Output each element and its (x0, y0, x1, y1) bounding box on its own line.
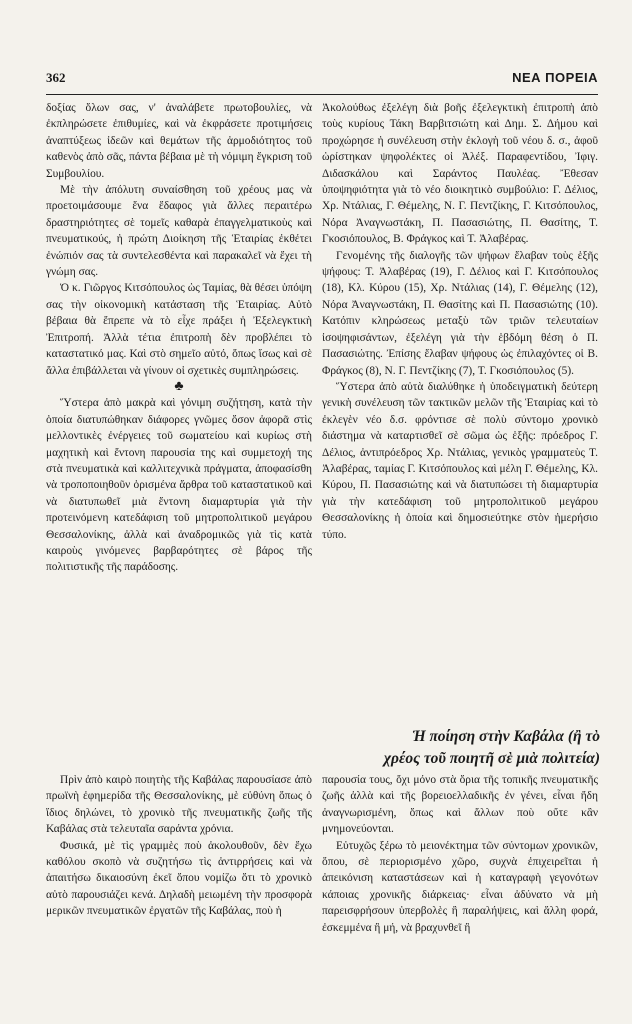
page-header (46, 70, 598, 90)
article-right-column (322, 772, 598, 936)
paragraph: Φυσικά, μὲ τὶς γραμμὲς ποὺ ἀκολουθοῦν, δὲν ἔχω καθόλου σκοπὸ νὰ συζητήσω τὶς ἀντιρρήσεις καὶ νὰ ἀπαιτήσω δικαιοσύνη ἐκεῖ ὅπου νομίζω ὅτι τὸ χρονικὸ αὐτὸ παρουσιάζει κενά. Δηλαδὴ μειωμένη τὴν προσφορὰ μερικῶν πνευματικῶν ἐργατῶν τῆς Καβάλας, ποὺ ἡ (46, 839, 312, 918)
paragraph: Εὐτυχῶς ξέρω τὸ μειονέκτημα τῶν σύντομων χρονικῶν, ὅπου, σὲ περιορισμένο χῶρο, συχνὰ ἐπιχειρεῖται ἡ ἀπεικόνιση καταστάσεων καὶ ἡ καταγραφὴ γεγονότων κάποιας χρονικῆς διάρκειας· εἶναι ἀδύνατο νὰ μὴ παρεισφρήσουν ὑπερβολὲς ἢ παραλήψεις, καὶ ἄλλη φορά, ἐσκεμμένα ἢ μή, νὰ βραχυνθεῖ ἢ (322, 839, 598, 934)
article-title (300, 726, 600, 770)
article-title-line: χρέος τοῦ ποιητῆ σὲ μιὰ πολιτεία) (383, 750, 600, 767)
paragraph: Μὲ τὴν ἀπόλυτη συναίσθηση τοῦ χρέους μας νὰ προετοιμάσουμε ἕνα ἔδαφος γιὰ ἄλλες περαιτέρω δραστηριότητες σὲ τομεῖς καθαρὰ ἐπαγγελματικοὺς καὶ πνευματικούς, ἡ πρώτη Διοίκηση τῆς Ἑταιρίας ἐκθέτει ἐνώπιόν σας τὰ συντελεσθέντα καὶ παρακαλεῖ νὰ ἔχει τὴ γνώμη σας. (46, 184, 312, 279)
paragraph: Πρὶν ἀπὸ καιρὸ ποιητὴς τῆς Καβάλας παρουσίασε ἀπὸ πρωϊνὴ ἐφημερίδα τῆς Θεσσαλονίκης, μὲ εὐθύνη ὅπως ὁ ἴδιος δηλώνει, τὸ χρονικὸ τῆς πνευματικῆς ζωῆς τῆς Καβάλας στὰ τελευταῖα σαράντα χρόνια. (46, 774, 312, 836)
paragraph: Ὕστερα ἀπὸ αὐτὰ διαλύθηκε ἡ ὑποδειγματικὴ δεύτερη γενικὴ συνέλευση τῶν τακτικῶν μελῶν τῆς Ἑταιρίας καὶ τὸ ἐκλεγὲν νέο δ.σ. φρόντισε σὲ πολὺ σύντομο χρονικὸ διάστημα νὰ καταρτισθεῖ σὲ σῶμα ὡς ἑξῆς: πρόεδρος Γ. Δέλιος, ἀντιπρόεδρος Χρ. Ντάλιας, γενικὸς γραμματεὺς Τ. Ἀλαβέρας, ταμίας Γ. Κιτσόπουλος καὶ μέλη Γ. Θέμελης, Κλ. Κύρου, Π. Πασασιώτης καὶ νὰ διατυπώσει τὴ διαμαρτυρία γιὰ τὴν κατεδάφιση τοῦ μητροπολιτικοῦ μεγάρου Θεσσαλονίκης ἡ ὁποία καὶ δημοσιεύτηκε στὸν ἡμερήσιο τύπο. (322, 380, 598, 541)
running-head: ΝΕΑ ΠΟΡΕΙΑ (512, 70, 598, 85)
paragraph: Γενομένης τῆς διαλογῆς τῶν ψήφων ἔλαβαν τοὺς ἑξῆς ψήφους: Τ. Ἀλαβέρας (19), Γ. Δέλιος καὶ Γ. Κιτσόπουλος (18), Κλ. Κύρου (15), Χρ. Ντάλιας (14), Γ. Θέμελης (12), Νόρα Ἀναγνωστάκη, Π. Θασίτης καὶ Π. Πασασιώτης (10). Κατόπιν κληρώσεως μεταξὺ τῶν τριῶν τελευταίων ἰσοψηφισάντων, ἐξελέγη γιὰ τὴν ἑβδόμη θέση ὁ Π. Πασασιώτης. Ἐπίσης ἔλαβαν ψήφους ὡς ἐπιλαχόντες οἱ Β. Φράγκος (8), Ν. Γ. Πεντζίκης (7), Τ. Γκοσιόπουλος (5). (322, 249, 598, 377)
article-left-column (46, 772, 312, 920)
section-ornament: ♣ (174, 378, 184, 394)
header-rule (46, 94, 598, 95)
paragraph: δοξίας ὅλων σας, ν' ἀναλάβετε πρωτοβουλίες, νὰ ἐκπληρώσετε ἐπιθυμίες, καὶ νὰ ἐκφράσετε προτιμήσεις ἀναπτύξεως ἰδεῶν καὶ θεμάτων τῆς ἁρμοδιότητος τοῦ καθενὸς ἀπὸ σᾶς, πάντα βέβαια μὲ τὴ νόμιμη ἔγκριση τοῦ Συμβουλίου. (46, 102, 312, 180)
page-number: 362 (46, 70, 66, 85)
paragraph: Ἀκολούθως ἐξελέγη διὰ βοῆς ἐξελεγκτικὴ ἐπιτροπὴ ἀπὸ τοὺς κυρίους Τάκη Βαρβιτσιώτη καὶ Δημ. Σ. Δήμου καὶ προχώρησε ἡ συνέλευση στὴν ἐκλογὴ τοῦ νέου δ. σ., ἀφοῦ ὡρίστηκαν ψηφολέκτες οἱ Ἀλέξ. Παραφεντίδου, Ἰφιγ. Διδασκάλου καὶ Σαράντος Παυλέας. Ἔθεσαν ὑποψηφιότητα γιὰ τὸ νέο διοικητικὸ συμβούλιο: Γ. Δέλιος, Χρ. Ντάλιας, Γ. Θέμελης, Ν. Γ. Πεντζίκης, Γ. Κιτσόπουλος, Νόρα Ἀναγνωστάκη, Π. Πασασιώτης, Π. Θασίτης, Τ. Γκοσιόπουλος, Β. Φράγκος καὶ Τ. Ἀλαβέρας. (322, 102, 598, 246)
paragraph: Ὁ κ. Γιῶργος Κιτσόπουλος ὡς Ταμίας, θὰ θέσει ὑπόψη σας τὴν οἰκονομικὴ κατάσταση τῆς Ἑταιρίας. Αὐτὸ βέβαια θὰ ἔπρεπε νὰ τὸ εἶχε πράξει ἡ Ἐξελεγκτικὴ Ἐπιτροπή. Ἀλλὰ τέτια ἐπιτροπὴ δὲν προβλέπει τὸ καταστατικό μας. Καὶ στὸ σημεῖο αὐτό, ὅπως ἴσως καὶ σὲ ἄλλα ἐπιβάλλεται νὰ γίνουν οἱ σχετικὲς συμπληρώσεις. (46, 282, 312, 377)
left-column (46, 100, 312, 576)
article-title-line: Ἡ ποίηση στὴν Καβάλα (ἢ τὸ (412, 728, 600, 745)
paragraph: Ὕστερα ἀπὸ μακρὰ καὶ γόνιμη συζήτηση, κατὰ τὴν ὁποία διατυπώθηκαν διάφορες γνῶμες ὅσον ἀφορᾶ στὶς μελλοντικὲς ἐνέργειες τοῦ σωματείου καὶ κυρίως στὴ μαχητικὴ καὶ ἔντονη παρουσία της καὶ συμμετοχή της στὰ πνευματικὰ καὶ καλλιτεχνικὰ πράγματα, ἀποφασίσθη νὰ τροποποιηθοῦν ὁρισμένα ἄρθρα τοῦ καταστατικοῦ καὶ νὰ διατυπωθεῖ μιὰ ἔντονη διαμαρτυρία γιὰ τὴν προτεινόμενη κατεδάφιση τοῦ μητροπολιτικοῦ μεγάρου Θεσσαλονίκης, ἀλλὰ καὶ ἀναδρομικῶς γιὰ τὶς κατὰ καιροὺς γινόμενες βαρβαρότητες σὲ βάρος τῆς πολιτιστικῆς τῆς παράδοσης. (46, 397, 312, 574)
right-column (322, 100, 598, 543)
paragraph: παρουσία τους, ὄχι μόνο στὰ ὅρια τῆς τοπικῆς πνευματικῆς ζωῆς ἀλλὰ καὶ τῆς βορειοελλαδικῆς ἐν γένει, εἶναι ἤδη ἀναγνωρισμένη, ὅπως καὶ ἄλλων ποὺ οὔτε κἂν μνημονεύονται. (322, 774, 598, 836)
